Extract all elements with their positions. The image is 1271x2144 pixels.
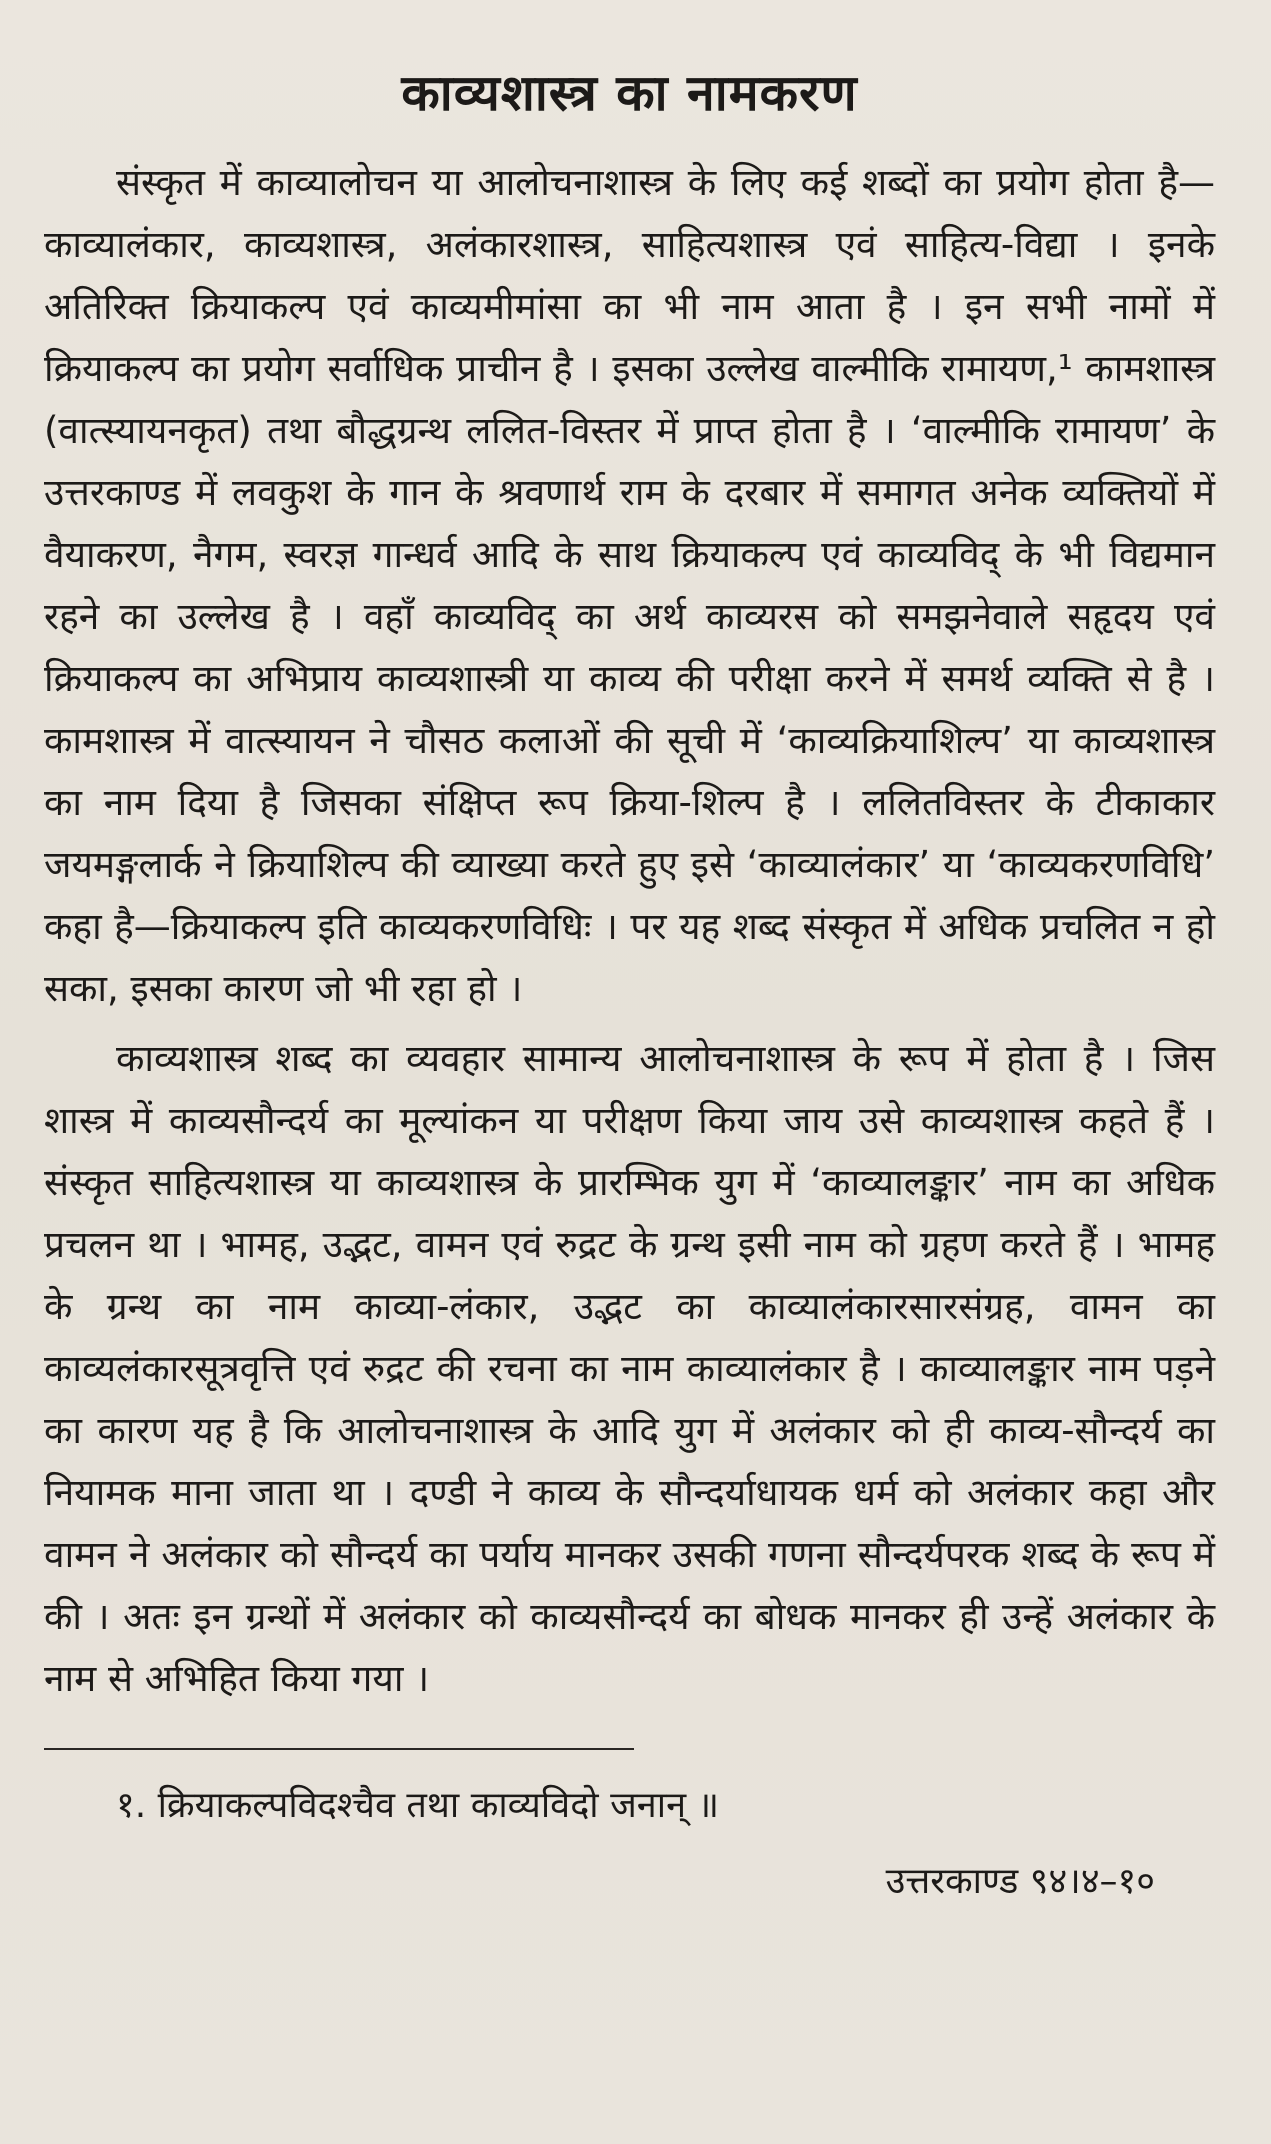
paragraph-1: संस्कृत में काव्यालोचन या आलोचनाशास्त्र के लिए कई शब्दों का प्रयोग होता है—काव्यालंकार, काव्यशास्त्र, अलंकारशास्त्र, साहित्यशास्त्र एवं साहित्य-विद्या । इनके अतिरिक्त क्रियाकल्प एवं काव्यमीमांसा का भी नाम आता है । इन सभी नामों में क्रियाकल्प का प्रयोग सर्वाधिक प्राचीन है । इसका उल्लेख वाल्मीकि रामायण,¹ कामशास्त्र (वात्स्यायनकृत) तथा बौद्धग्रन्थ ललित-विस्तर में प्राप्त होता है । ‘वाल्मीकि रामायण’ के उत्तरकाण्ड में लवकुश के गान के श्रवणार्थ राम के दरबार में समागत अनेक व्यक्तियों में वैयाकरण, नैगम, स्वरज्ञ गान्धर्व आदि के साथ क्रियाकल्प एवं काव्यविद् के भी विद्यमान रहने का उल्लेख है । वहाँ काव्यविद् का अर्थ काव्यरस को समझनेवाले सहृदय एवं क्रियाकल्प का अभिप्राय काव्यशास्त्री या काव्य की परीक्षा करने में समर्थ व्यक्ति से है । कामशास्त्र में वात्स्यायन ने चौसठ कलाओं की सूची में ‘काव्यक्रियाशिल्प’ या काव्यशास्त्र का नाम दिया है जिसका संक्षिप्त रूप क्रिया-शिल्प है । ललितविस्तर के टीकाकार जयमङ्गलार्क ने क्रियाशिल्प की व्याख्या करते हुए इसे ‘काव्यालंकार’ या ‘काव्यकरणविधि’ कहा है—क्रियाकल्प इति काव्यकरणविधिः । पर यह शब्द संस्कृत में अधिक प्रचलित न हो सका, इसका कारण जो भी रहा हो । xyxy=(44,161,1215,1010)
page-title: काव्यशास्त्र का नामकरण xyxy=(401,64,858,122)
footnote-text: १. क्रियाकल्पविदश्चैव तथा काव्यविदो जनान् ॥ xyxy=(116,1785,720,1826)
footnote-divider xyxy=(44,1748,634,1750)
footnote-source: उत्तरकाण्ड ९४।४–१० xyxy=(885,1861,1155,1902)
paragraph-2: काव्यशास्त्र शब्द का व्यवहार सामान्य आलोचनाशास्त्र के रूप में होता है । जिस शास्त्र में काव्यसौन्दर्य का मूल्यांकन या परीक्षण किया जाय उसे काव्यशास्त्र कहते हैं । संस्कृत साहित्यशास्त्र या काव्यशास्त्र के प्रारम्भिक युग में ‘काव्यालङ्कार’ नाम का अधिक प्रचलन था । भामह, उद्भट, वामन एवं रुद्रट के ग्रन्थ इसी नाम को ग्रहण करते हैं । भामह के ग्रन्थ का नाम काव्या-लंकार, उद्भट का काव्यालंकारसारसंग्रह, वामन का काव्यलंकारसूत्रवृत्ति एवं रुद्रट की रचना का नाम काव्यालंकार है । काव्यालङ्कार नाम पड़ने का कारण यह है कि आलोचनाशास्त्र के आदि युग में अलंकार को ही काव्य-सौन्दर्य का नियामक माना जाता था । दण्डी ने काव्य के सौन्दर्याधायक धर्म को अलंकार कहा और वामन ने अलंकार को सौन्दर्य का पर्याय मानकर उसकी गणना सौन्दर्यपरक शब्द के रूप में की । अतः इन ग्रन्थों में अलंकार को काव्यसौन्दर्य का बोधक मानकर ही उन्हें अलंकार के नाम से अभिहित किया गया । xyxy=(44,1037,1215,1700)
